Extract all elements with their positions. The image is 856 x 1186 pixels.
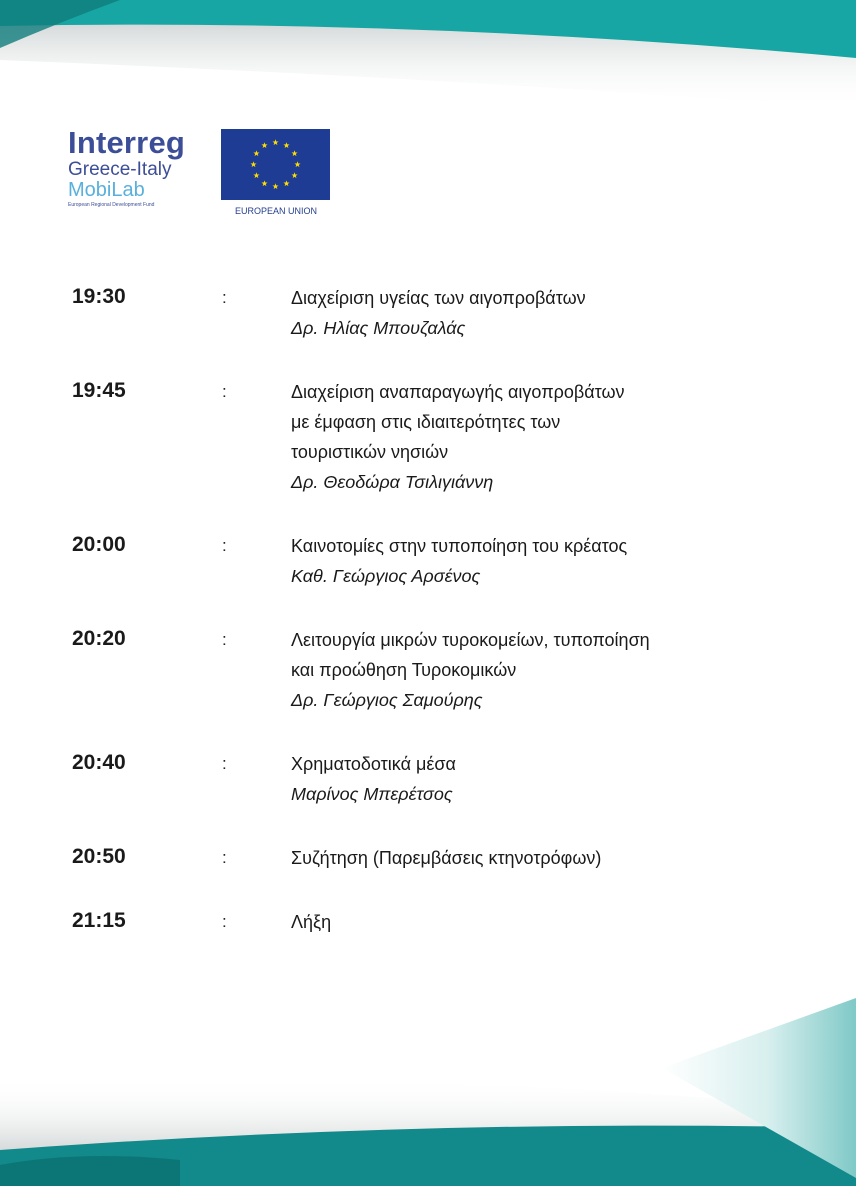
schedule-topic: Λειτουργία μικρών τυροκομείων, τυποποίηση <box>291 630 650 650</box>
eu-star-icon <box>261 180 267 186</box>
schedule-topic: Λήξη <box>291 912 332 932</box>
schedule-topic: Καινοτομίες στην τυποποίηση του κρέατος <box>291 536 628 556</box>
eu-star-icon <box>292 150 298 156</box>
schedule-row <box>72 749 792 809</box>
eu-star-icon <box>253 150 259 156</box>
schedule-separator: : <box>222 848 227 867</box>
schedule-topic: με έμφαση στις ιδιαιτερότητες των <box>291 412 561 432</box>
project-name: MobiLab <box>68 179 145 201</box>
schedule-topic: και προώθηση Τυροκομικών <box>291 660 517 680</box>
schedule-topic: Διαχείριση υγείας των αιγοπροβάτων <box>291 288 586 308</box>
eu-star-icon <box>292 172 298 178</box>
schedule-description <box>291 843 792 873</box>
schedule-speaker: Δρ. Γεώργιος Σαμούρης <box>291 690 483 710</box>
bottom-band-dark <box>0 1156 180 1186</box>
corner-triangle <box>662 998 856 1178</box>
top-band <box>0 0 856 58</box>
eu-star-icon <box>261 142 267 148</box>
eu-star-icon <box>250 161 256 167</box>
schedule-separator: : <box>222 630 227 649</box>
schedule-topic: Διαχείριση αναπαραγωγής αιγοπροβάτων <box>291 382 625 402</box>
schedule-row <box>72 907 792 937</box>
program-schedule <box>72 283 792 937</box>
fund-name: European Regional Development Fund <box>68 202 155 208</box>
schedule-description <box>291 283 792 343</box>
eu-star-icon <box>294 161 300 167</box>
eu-star-icon <box>283 180 289 186</box>
schedule-separator: : <box>222 288 227 307</box>
interreg-logo <box>68 126 216 210</box>
schedule-topic: Συζήτηση (Παρεμβάσεις κτηνοτρόφων) <box>291 848 602 868</box>
schedule-row <box>72 625 792 715</box>
schedule-speaker: Δρ. Θεοδώρα Τσιλιγιάννη <box>291 472 494 492</box>
program-name: Greece-Italy <box>68 159 172 180</box>
schedule-topic: τουριστικών νησιών <box>291 442 449 462</box>
schedule-separator: : <box>222 754 227 773</box>
top-shadow <box>0 10 856 110</box>
schedule-description <box>291 531 792 591</box>
schedule-time: 20:50 <box>72 845 126 868</box>
schedule-description <box>291 625 792 715</box>
schedule-speaker: Μαρίνος Μπερέτσος <box>291 784 453 804</box>
schedule-time: 20:00 <box>72 533 126 556</box>
schedule-row <box>72 531 792 591</box>
top-band-dark <box>0 0 120 48</box>
schedule-description <box>291 907 792 937</box>
bottom-band <box>0 1126 856 1186</box>
brand-name: Interreg <box>68 125 186 160</box>
schedule-separator: : <box>222 912 227 931</box>
eu-flag-icon <box>221 129 330 200</box>
schedule-separator: : <box>222 382 227 401</box>
schedule-time: 21:15 <box>72 909 126 932</box>
schedule-time: 20:40 <box>72 751 126 774</box>
schedule-row <box>72 377 792 497</box>
eu-star-icon <box>272 139 278 145</box>
bottom-shadow <box>0 1078 856 1186</box>
logo-block <box>68 126 338 226</box>
schedule-topic: Χρηματοδοτικά μέσα <box>291 754 456 774</box>
schedule-time: 19:45 <box>72 379 126 402</box>
schedule-time: 20:20 <box>72 627 126 650</box>
schedule-separator: : <box>222 536 227 555</box>
eu-star-icon <box>283 142 289 148</box>
schedule-speaker: Δρ. Ηλίας Μπουζαλάς <box>291 318 466 338</box>
schedule-description <box>291 749 792 809</box>
schedule-time: 19:30 <box>72 285 126 308</box>
eu-star-icon <box>272 183 278 189</box>
schedule-row <box>72 843 792 873</box>
schedule-speaker: Καθ. Γεώργιος Αρσένος <box>291 566 481 586</box>
eu-star-icon <box>253 172 259 178</box>
schedule-row <box>72 283 792 343</box>
schedule-description <box>291 377 792 497</box>
eu-label: EUROPEAN UNION <box>234 206 317 216</box>
